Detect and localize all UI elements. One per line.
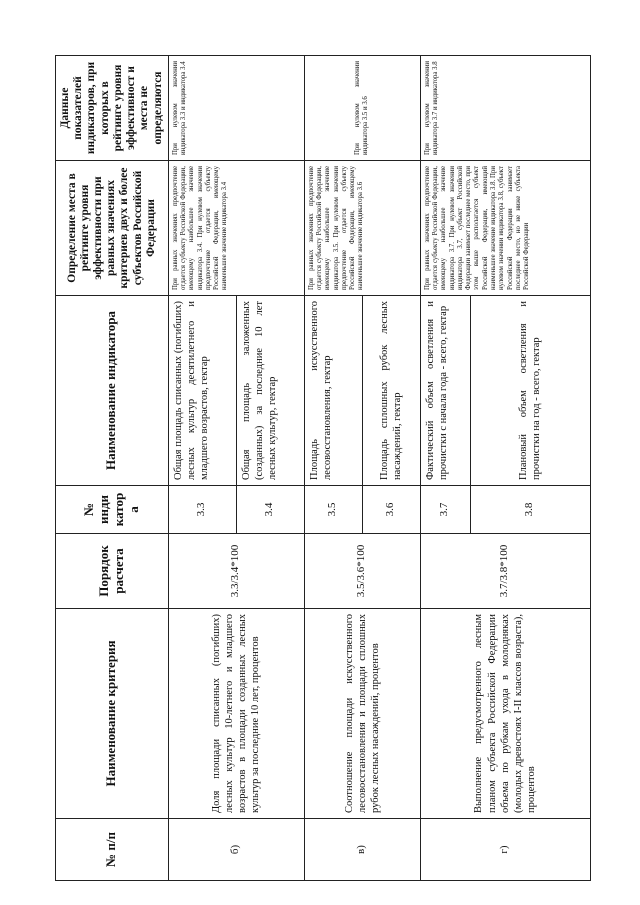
indicator-num: 3.7 — [420, 486, 470, 534]
criterion-cell: Соотношение площади искусственного лесовосстановления и площади сплошных рубок лесных насаждений, процентов — [304, 609, 420, 819]
table-row — [168, 56, 236, 881]
header-place: Определение места в рейтинге уровня эффективности при равных значениях критериев двух и более субъектов Российской Федерации — [56, 161, 169, 296]
criterion-cell: Выполнение предусмотренного лесным планом субъекта Российской Федерации объема по рубкам ухода в молодняках (молодых древостоях I-II классов возраста), процентов — [420, 609, 590, 819]
indicator-num: 3.3 — [168, 486, 236, 534]
header-data: Данные показателей индикаторов, при которых в рейтинге уровня эффективност и места не определяются — [56, 56, 169, 161]
header-indicator-num: № инди катор а — [56, 486, 169, 534]
indicator-name: Плановый объем осветления и прочистки на год - всего, гектар — [470, 296, 590, 486]
header-num: № п/п — [56, 819, 169, 881]
criteria-table — [55, 55, 591, 881]
indicator-num: 3.8 — [470, 486, 590, 534]
row-num: в) — [304, 819, 420, 881]
row-num: г) — [420, 819, 590, 881]
indicator-num: 3.6 — [362, 486, 420, 534]
calc-cell: 3.3/3.4*100 — [168, 534, 304, 609]
calc-cell: 3.7/3.8*100 — [420, 534, 590, 609]
indicator-name: Общая площадь заложенных (созданных) за последние 10 лет лесных культур, гектар — [236, 296, 304, 486]
indicator-num: 3.4 — [236, 486, 304, 534]
place-cell: При равных значениях предпочтение отдается субъекту Российской Федерации, имеющему наибольшее значение индикатора 3.5. При нулевом значении предпочтение отдается субъекту Российской Федерации, имеющему наименьшее значение индикатора 3.6 — [304, 161, 420, 296]
indicator-num: 3.5 — [304, 486, 362, 534]
indicator-name: Площадь сплошных рубок лесных насаждений, гектар — [362, 296, 420, 486]
header-row — [56, 56, 169, 881]
header-criterion: Наименование критерия — [56, 609, 169, 819]
data-cell: При нулевом значении индикатора 3.7 и индикатора 3.8 — [420, 56, 590, 161]
table-row — [304, 56, 362, 881]
indicator-name: Площадь искусственного лесовосстановления, гектар — [304, 296, 362, 486]
indicator-name: Фактический объем осветления и прочистки с начала года - всего, гектар — [420, 296, 470, 486]
table-row — [420, 56, 470, 881]
indicator-name: Общая площадь списанных (погибших) лесных культур десятилетнего и младшего возрастов, гектар — [168, 296, 236, 486]
header-indicator-name: Наименование индикатора — [56, 296, 169, 486]
header-calc: Порядок расчета — [56, 534, 169, 609]
data-cell: При нулевом значении индикатора 3.5 и 3.6 — [304, 56, 420, 161]
criterion-cell: Доля площади списанных (погибших) лесных культур 10-летнего и младшего возрастов в площади созданных лесных культур за последние 10 лет, процентов — [168, 609, 304, 819]
place-cell: При равных значениях предпочтение отдается субъекту Российской Федерации, имеющему наибольшее значение индикатора 3.7. При нулевом значении индикатора 3.7, субъект Российской Федерации занимает последнее место, при этом выше располагается субъект Российской Федерации, имеющий наименьшее значение индикатора 3.8. При нулевом значении индикатора 3.8, субъект Российской Федерации занимает последнее место, но не ниже субъекта Российской Федерации — [420, 161, 590, 296]
calc-cell: 3.5/3.6*100 — [304, 534, 420, 609]
place-cell: При равных значениях предпочтение отдается субъекту Российской Федерации, имеющему наибольшее значение индикатора 3.4. При нулевом значении предпочтение отдается субъекту Российской Федерации, имеющему наименьшее значение индикатора 3.4 — [168, 161, 304, 296]
data-cell: При нулевом значении индикатора 3.3 и индикатора 3.4 — [168, 56, 304, 161]
row-num: б) — [168, 819, 304, 881]
